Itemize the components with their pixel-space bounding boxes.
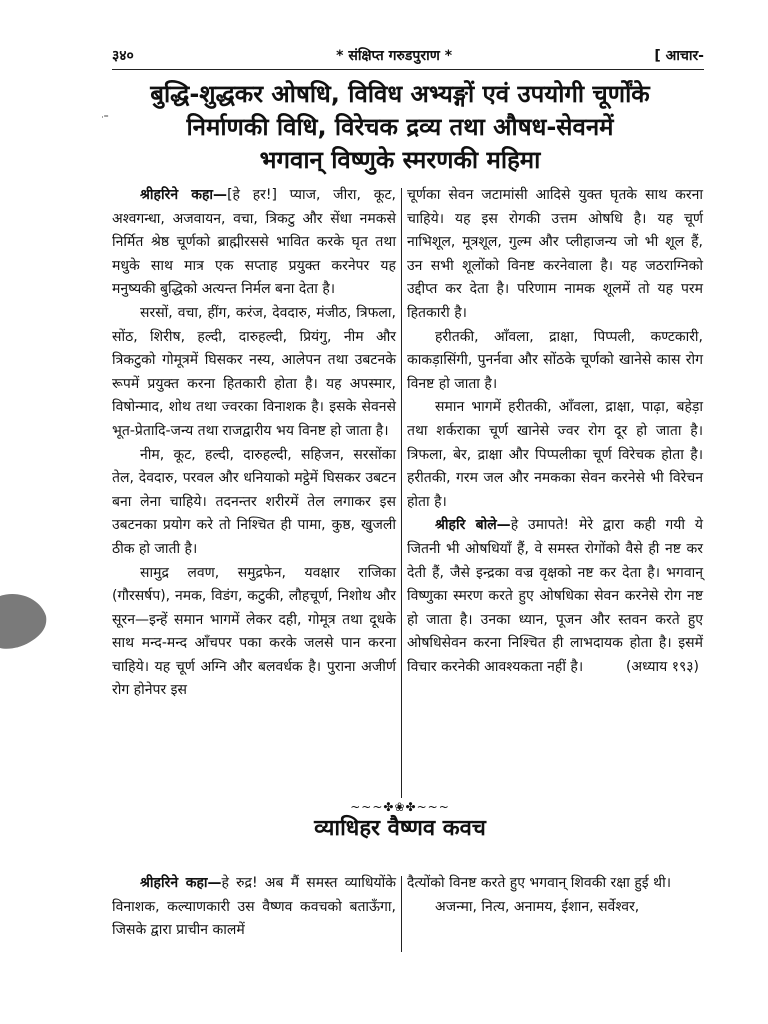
title-line-2: निर्माणकी विधि, विरेचक द्रव्य तथा औषध-सेवनमें [186, 113, 614, 141]
ornament-divider: ~~~✤❀✤~~~ [350, 800, 450, 814]
paragraph [112, 872, 396, 943]
section-title: व्याधिहर वैष्णव कवच [314, 816, 486, 841]
section-label: [ आचार- [654, 47, 704, 64]
margin-mark: ᐧ⁼ [101, 113, 109, 124]
title-line-3: भगवान् विष्णुके स्मरणकी महिमा [259, 146, 541, 174]
title-line-1: बुद्धि-शुद्धकर ओषधि, विविध अभ्यङ्गों एवं उपयोगी चूर्णोंके [150, 80, 650, 108]
paragraph-text: हे उमापते! मेरे द्वारा कही गयी ये जितनी भी ओषधियाँ हैं, वे समस्त रोगोंको वैसे ही नष्ट कर देती हैं, जैसे इन्द्रका वज्र वृक्षको नष्ट कर देता है। भगवान् विष्णुका स्मरण करते हुए ओषधिका सेवन करनेसे रोग नष्ट हो जाता है। उनका ध्यान, पूजन और स्तवन करते हुए ओषधिसेवन करना निश्चित ही लाभदायक होता है। इसमें विचार करनेकी आवश्यकता नहीं है। [407, 517, 703, 675]
page-number: ३४० [112, 47, 134, 64]
paragraph: समान भागमें हरीतकी, आँवला, द्राक्षा, पाढ़ा, बहेड़ा तथा शर्कराका चूर्ण खानेसे ज्वर रोग दूर हो जाता है। त्रिफला, बेर, द्राक्षा और पिप्पलीका चूर्ण विरेचक होता है। हरीतकी, गरम जल और नमकका सेवन करनेसे भी विरेचन होता है। [407, 399, 703, 510]
running-title: * संक्षिप्त गरुडपुराण * [336, 47, 453, 64]
speaker-label: श्रीहरि बोले— [435, 517, 511, 534]
paragraph: सरसों, वचा, हींग, करंज, देवदारु, मंजीठ, त्रिफला, सोंठ, शिरीष, हल्दी, दारुहल्दी, प्रियंगु, नीम और त्रिकटुको गोमूत्रमें घिसकर नस्य, आलेपन तथा उबटनके रूपमें प्रयुक्त करना हितकारी होता है। यह अपस्मार, विषोन्माद, शोथ तथा ज्वरका विनाशक है। इसके सेवनसे भूत-प्रेतादि-जन्य तथा राजद्वारीय भय विनष्ट हो जाता है। [112, 304, 396, 439]
paragraph: नीम, कूट, हल्दी, दारुहल्दी, सहिजन, सरसोंका तेल, देवदारु, परवल और धनियाको मट्ठेमें घिसकर उबटन बना लेना चाहिये। तदनन्तर शरीरमें तेल लगाकर इस उबटनका प्रयोग करे तो निश्चित ही पामा, कुष्ठ, खुजली ठीक हो जाती है। [112, 446, 396, 557]
section2-left-column [112, 872, 396, 943]
chapter-reference: (अध्याय १९३) [625, 658, 699, 675]
column-divider [401, 188, 402, 798]
paragraph: हरीतकी, आँवला, द्राक्षा, पिप्पली, कण्टकारी, काकड़ासिंगी, पुनर्नवा और सोंठके चूर्णको खानेसे कास रोग विनष्ट हो जाता है। [407, 328, 703, 392]
chapter-title [60, 78, 740, 177]
running-header [112, 42, 704, 68]
paragraph-text: हे रुद्र! अब मैं समस्त व्याधियोंके विनाशक, कल्याणकारी उस वैष्णव कवचको बताऊँगा, जिसके द्वारा प्राचीन कालमें [112, 875, 397, 939]
paragraph: सामुद्र लवण, समुद्रफेन, यवक्षार राजिका (गौरसर्षप), नमक, विडंग, कटुकी, लौहचूर्ण, निशोथ और सूरन—इन्हें समान भागमें लेकर दही, गोमूत्र तथा दूधके साथ मन्द-मन्द आँचपर पका करके जलसे पान करना चाहिये। यह चूर्ण अग्नि और बलवर्धक है। पुराना अजीर्ण रोग होनेपर इस [112, 564, 396, 699]
speaker-label: श्रीहरिने कहा— [140, 875, 222, 891]
speaker-label: श्रीहरिने कहा— [140, 187, 228, 203]
scan-shadow-mark [0, 590, 48, 652]
column-divider [401, 876, 402, 952]
paragraph [407, 514, 703, 679]
header-rule [112, 69, 704, 70]
paragraph: अजन्मा, नित्य, अनामय, ईशान, सर्वेश्वर, [435, 898, 640, 915]
left-column [112, 184, 396, 703]
paragraph: दैत्योंको विनष्ट करते हुए भगवान् शिवकी रक्षा हुई थी। [407, 875, 671, 891]
section2-right-column [407, 872, 703, 919]
paragraph: चूर्णका सेवन जटामांसी आदिसे युक्त घृतके साथ करना चाहिये। यह इस रोगकी उत्तम ओषधि है। यह चूर्ण नाभिशूल, मूत्रशूल, गुल्म और प्लीहाजन्य जो भी शूल हैं, उन सभी शूलोंको विनष्ट करनेवाला है। यह जठराग्निको उद्दीप्त कर देता है। परिणाम नामक शूलमें तो यह परम हितकारी है। [407, 187, 703, 321]
paragraph-text: [हे हर!] प्याज, जीरा, कूट, अश्वगन्धा, अजवायन, वचा, त्रिकटु और सेंधा नमकसे निर्मित श्रेष्ठ चूर्णको ब्राह्मीरससे भावित करके घृत तथा मधुके साथ मात्र एक सप्ताह प्रयुक्त करनेपर यह मनुष्यकी बुद्धिको अत्यन्त निर्मल बना देता है। [112, 187, 396, 298]
paragraph [112, 184, 396, 302]
right-column [407, 184, 703, 679]
